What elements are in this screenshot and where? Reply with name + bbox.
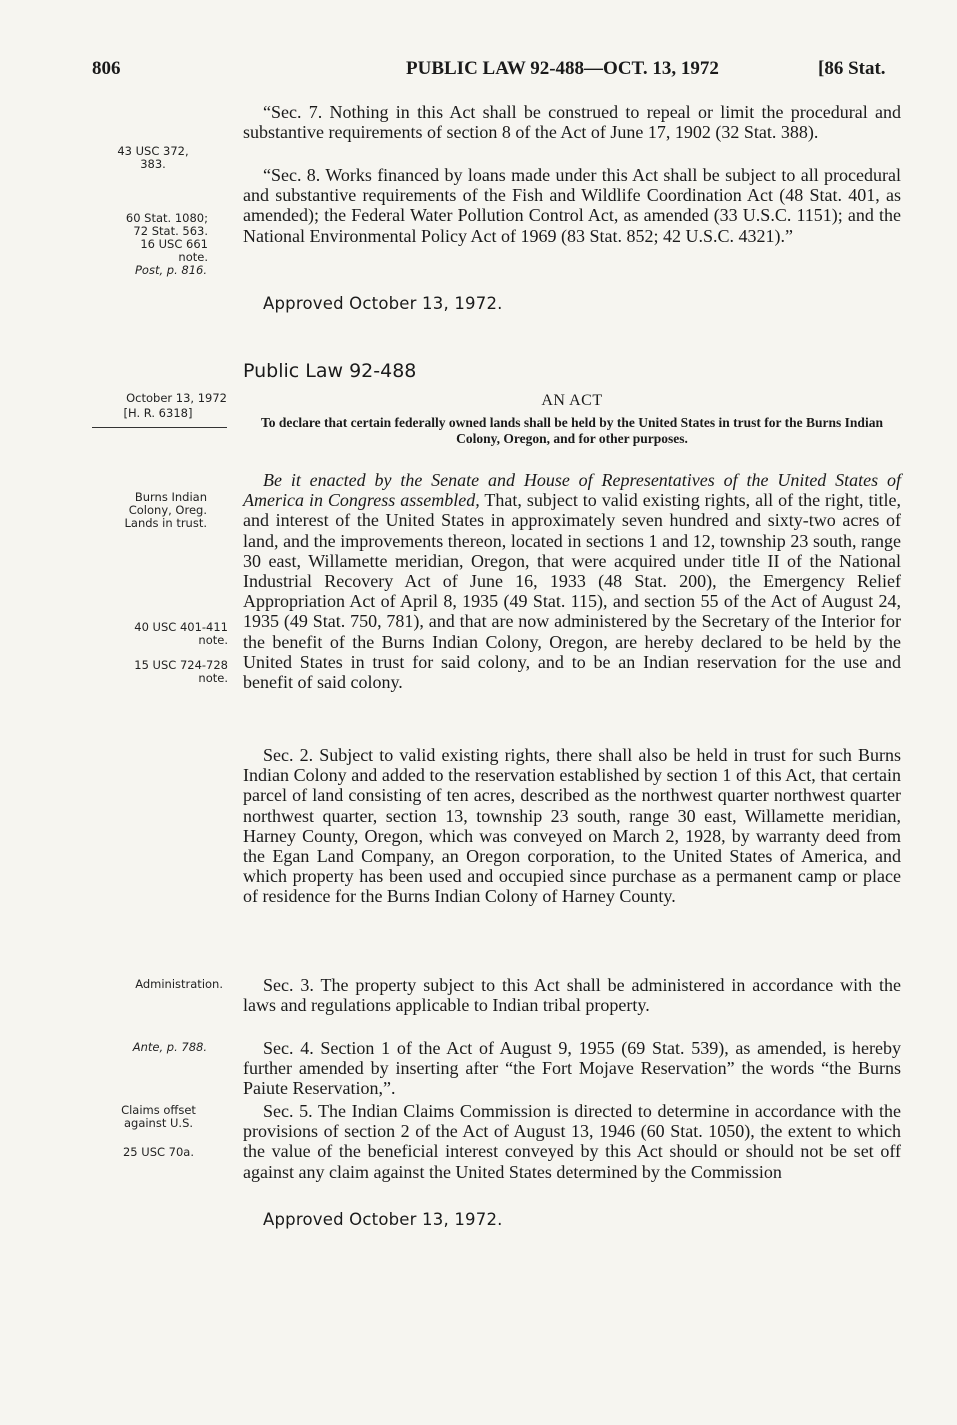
page-number: 806 [92,58,121,79]
margin-note-ante: Ante, p. 788. [132,1040,207,1054]
margin-note-date: October 13, 1972 [126,391,227,405]
section-3: Sec. 3. The property subject to this Act shall be administered in accordance with the laws and regulations applicable to Indian tribal property. [243,975,901,1016]
margin-note-43-usc: 43 USC 372, 383. [117,144,189,171]
an-act-label: AN ACT [541,392,603,409]
enacting-clause: Be it enacted by the Senate and House of Representatives of the United States of America in Congress assembled, [243,470,901,511]
act-purpose: To declare that certain federally owned lands shall be held by the United States in trust for the Burns Indian Colony, Oregon, and for other purposes. [261,415,883,446]
margin-note-burns: Burns Indian Colony, Oreg. Lands in trust. [124,490,207,530]
margin-note-15-usc: 15 USC 724-728 note. [134,658,228,685]
section-1 [243,470,901,692]
margin-note-25-usc: 25 USC 70a. [122,1145,195,1159]
margin-note-post: Post, p. 816. [135,263,207,277]
running-title: PUBLIC LAW 92-488—OCT. 13, 1972 [406,58,719,79]
previous-approved-date: Approved October 13, 1972. [263,294,503,313]
section-5: Sec. 5. The Indian Claims Commission is directed to determine in accordance with the provisions of section 2 of the Act of August 13, 1946 (60 Stat. 1050), the extent to which the value of the beneficial interest conveyed by this Act should or should not be set off against any claim against the United States determined by the Commission [243,1101,901,1182]
section-4: Sec. 4. Section 1 of the Act of August 9, 1955 (69 Stat. 539), as amended, is hereby further amended by inserting after “the Fort Mojave Reservation” the words “the Burns Paiute Reservation,”. [243,1038,901,1099]
margin-note-40-usc: 40 USC 401-411 note. [134,620,228,647]
margin-note-bill: [H. R. 6318] [123,406,193,420]
margin-note-administration: Administration. [135,977,223,991]
margin-note-60-stat: 60 Stat. 1080; 72 Stat. 563. 16 USC 661 note. [125,211,208,264]
page-header [0,58,957,88]
section-1-text: That, subject to valid existing rights, all of the right, title, and interest of the United States in approximately seven hundred and sixty-two acres of land, and the improvements thereon, located in sections 1 and 12, township 23 south, range 30 east, Willamette meridian, Oregon, that were acquired under title II of the National Industrial Recovery Act of June 16, 1933 (48 Stat. 200), the Emergency Relief Appropriation Act of April 8, 1935 (49 Stat. 115), and section 55 of the Act of August 24, 1935 (49 Stat. 750, 781), and that are now administered by the Secretary of the Interior for the benefit of the Burns Indian Colony, Oregon, are hereby declared to be held by the United States in trust for said colony, and to be an Indian reservation for the use and benefit of said colony. [243,490,901,693]
approved-date: Approved October 13, 1972. [263,1210,503,1229]
section-2: Sec. 2. Subject to valid existing rights, there shall also be held in trust for such Burns Indian Colony and added to the reservation established by section 1 of this Act, that certain parcel of land consisting of ten acres, described as the northwest quarter northwest quarter northwest quarter, section 13, township 23 south, range 30 east, Willamette meridian, Harney County, Oregon, which was conveyed on March 2, 1928, by warranty deed from the Egan Land Company, an Oregon corporation, to the United States of America, and which property has been used and occupied since purchase as a permanent camp or place of residence for the Burns Indian Colony of Harney County. [243,745,901,907]
previous-section-8: “Sec. 8. Works financed by loans made under this Act shall be subject to all procedural and substantive requirements of the Fish and Wildlife Coordination Act (48 Stat. 401, as amended); the Federal Water Pollution Control Act, as amended (33 U.S.C. 1151); and the National Environmental Policy Act of 1969 (83 Stat. 852; 42 U.S.C. 4321).” [243,165,901,246]
statute-reference: [86 Stat. [818,58,886,79]
margin-note-claims: Claims offset against U.S. [121,1103,196,1130]
law-heading: Public Law 92-488 [243,360,417,382]
previous-section-7: “Sec. 7. Nothing in this Act shall be construed to repeal or limit the procedural and substantive requirements of section 8 of the Act of June 17, 1902 (32 Stat. 388). [243,102,901,143]
margin-divider [92,427,227,428]
